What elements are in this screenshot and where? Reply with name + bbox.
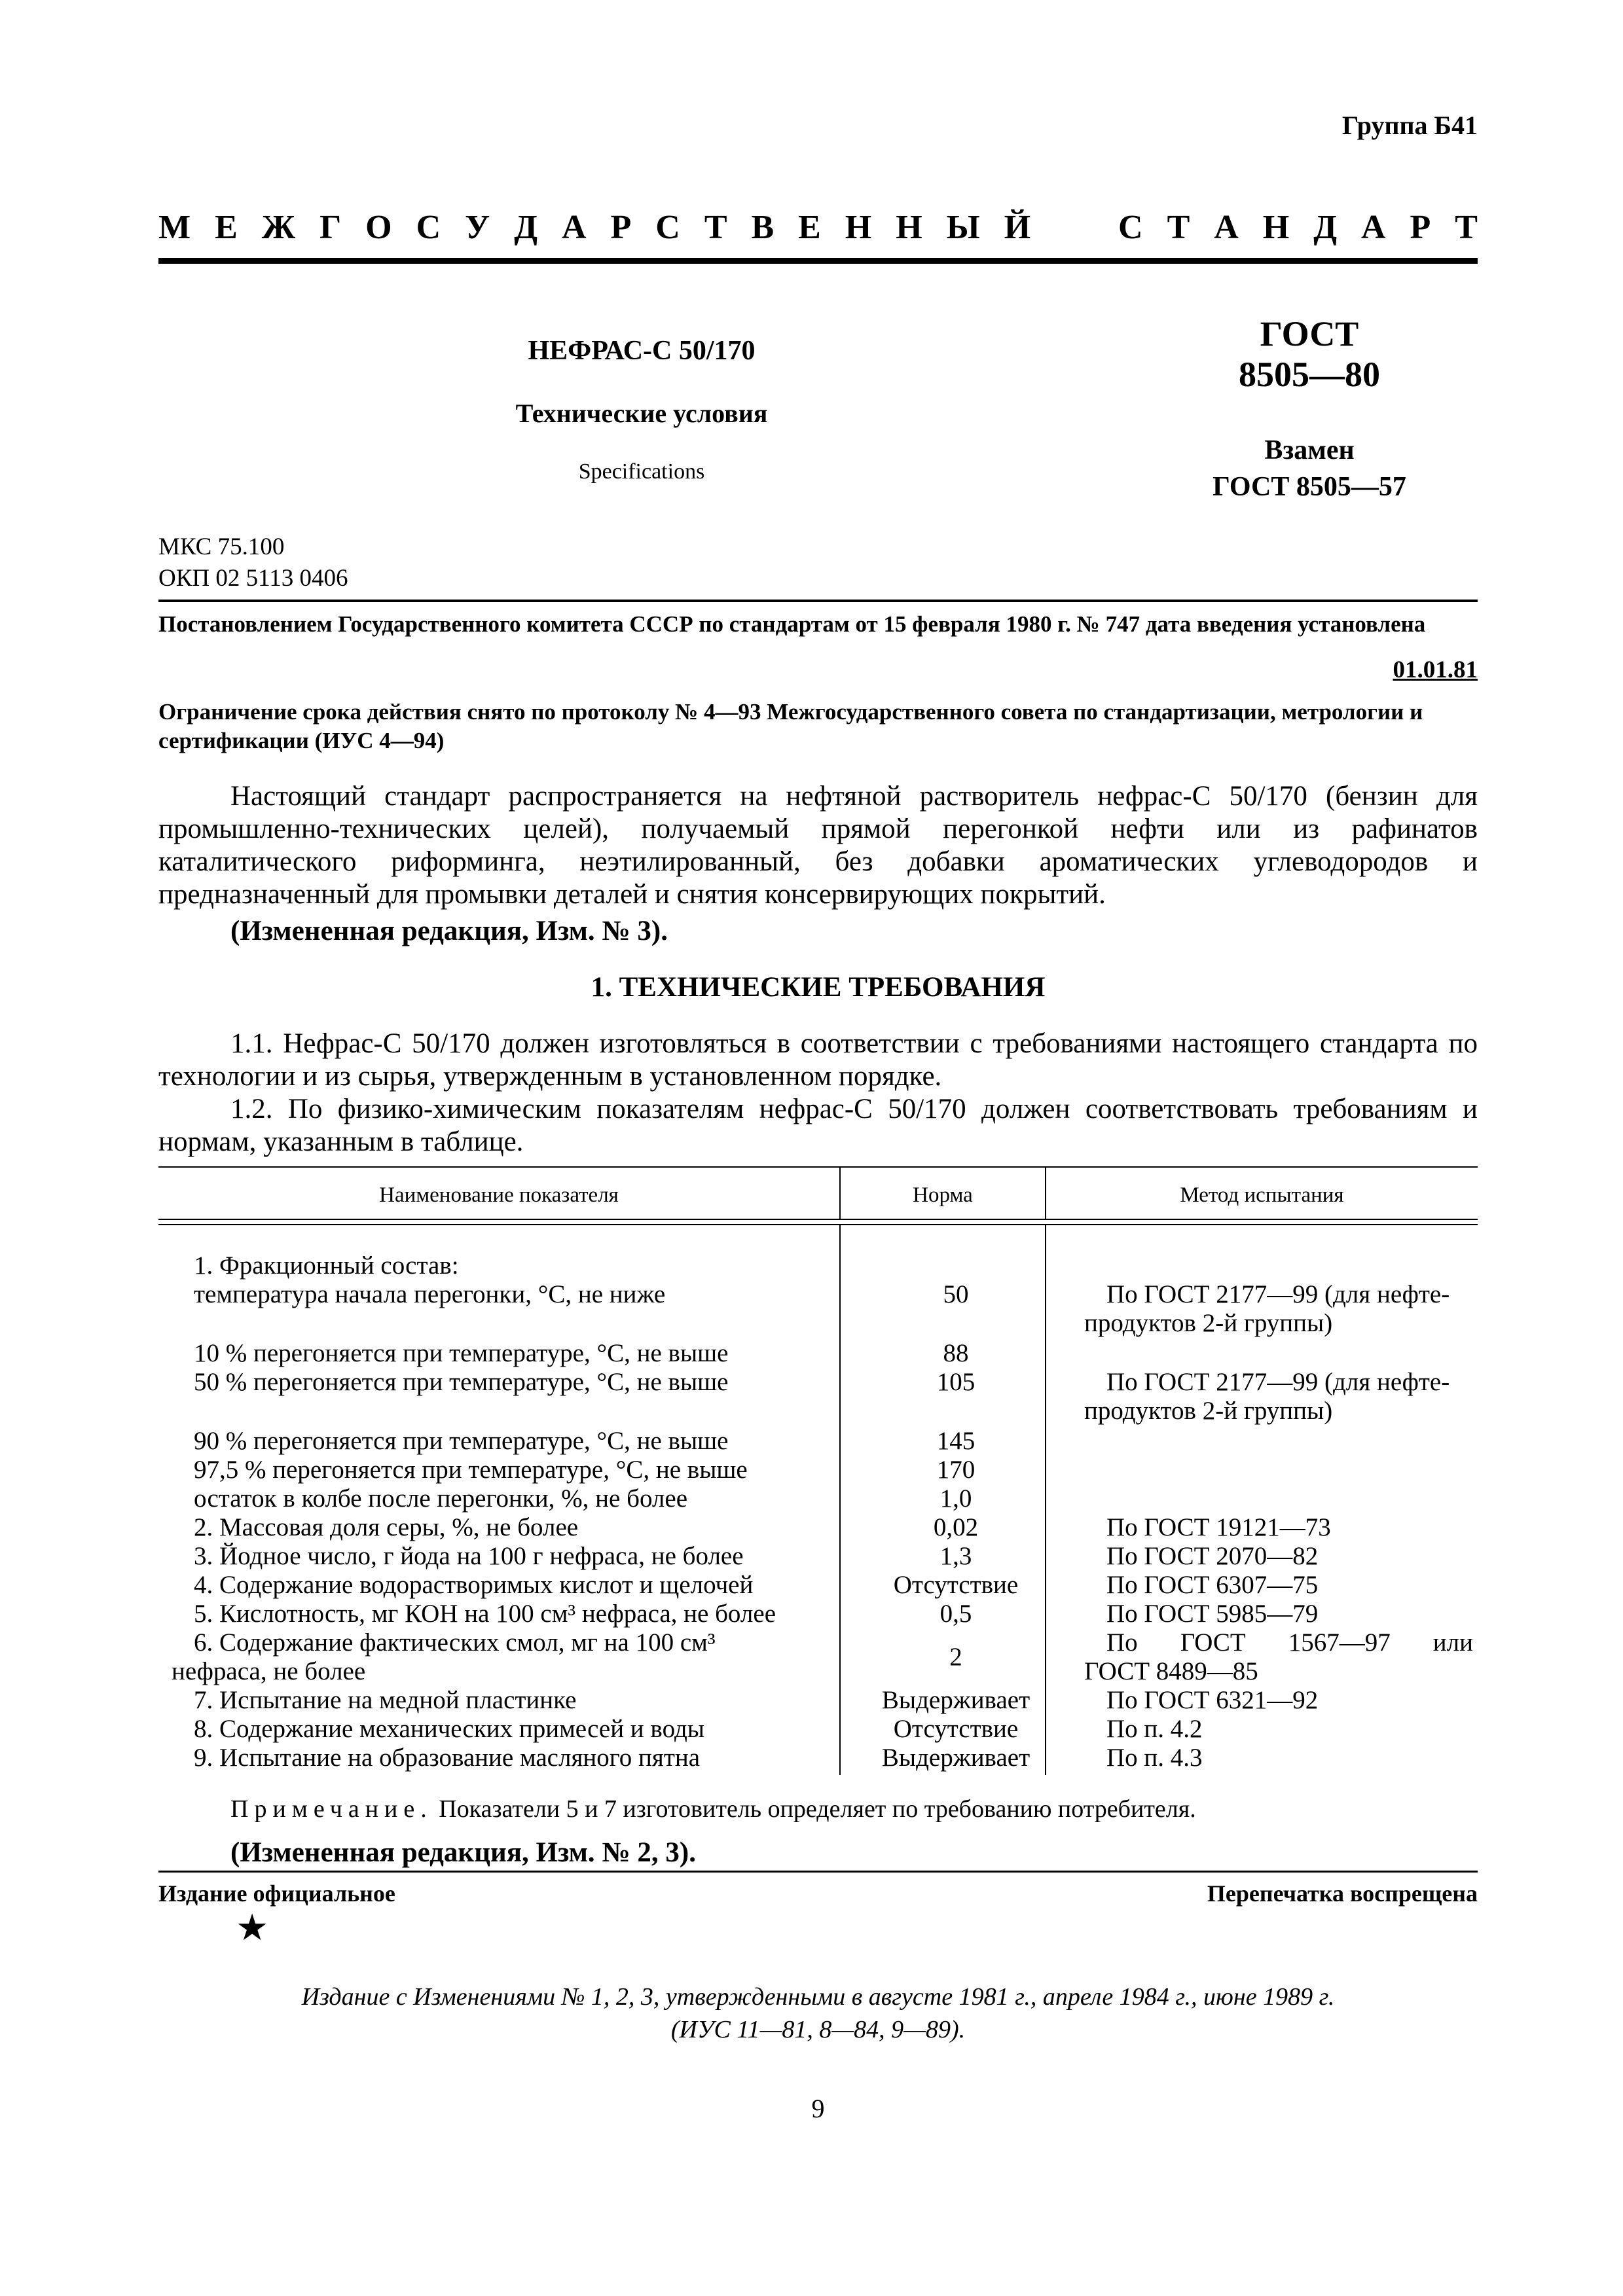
table-cell-indicator: 97,5 % перегоняется при температуре, °С, не выше [194, 1456, 748, 1484]
banner-rule [158, 258, 1478, 264]
table-cell-method: По ГОСТ 5985—79 [1106, 1600, 1319, 1628]
table-cell-norm: 88 [943, 1339, 969, 1367]
banner-letter: Е [798, 209, 821, 246]
section-title: 1. ТЕХНИЧЕСКИЕ ТРЕБОВАНИЯ [591, 972, 1046, 1003]
note-label: Примечание. [230, 1795, 433, 1823]
mks-code: МКС 75.100 [158, 533, 285, 560]
page-number: 9 [811, 2094, 825, 2123]
official-edition: Издание официальное [158, 1880, 395, 1907]
banner-letter: С [416, 209, 441, 246]
table-divider [839, 1225, 841, 1775]
table-header-norm: Норма [913, 1183, 973, 1207]
table-cell-indicator: 1. Фракционный состав: [194, 1251, 459, 1280]
banner-letter: Ы [946, 209, 980, 246]
table-cell-indicator: 50 % перегоняется при температуре, °С, не выше [194, 1368, 729, 1396]
table-cell-indicator: 4. Содержание водорастворимых кислот и щелочей [194, 1571, 754, 1599]
table-cell-indicator: остаток в колбе после перегонки, %, не более [194, 1484, 688, 1513]
table-cell-norm: 1,0 [939, 1484, 972, 1513]
table-cell-indicator: 8. Содержание механических примесей и воды [194, 1715, 704, 1743]
introduction-date: 01.01.81 [1393, 656, 1478, 683]
banner-letter: Р [610, 209, 632, 246]
table-header-indicator: Наименование показателя [379, 1183, 619, 1207]
table-cell-method: По ГОСТ 19121—73 [1106, 1513, 1331, 1541]
group-label: Группа Б41 [1341, 111, 1478, 140]
table-cell-method: По ГОСТ 6321—92 [1106, 1686, 1319, 1714]
table-cell-indicator: температура начала перегонки, °С, не ниже [194, 1280, 666, 1308]
banner-letter: Т [1455, 209, 1478, 246]
codes-rule [158, 600, 1478, 602]
okp-code: ОКП 02 5113 0406 [158, 565, 348, 592]
table-header-border [158, 1219, 1478, 1220]
english-subtitle: Specifications [578, 459, 705, 484]
table-cell-norm: 50 [943, 1280, 969, 1308]
star-icon: ★ [236, 1908, 269, 1948]
banner-letter: Т [1167, 209, 1190, 246]
banner-letter: Г [319, 209, 342, 246]
table-cell-norm: 1,3 [939, 1542, 972, 1570]
edition-line: (ИУС 11—81, 8—84, 9—89). [670, 2016, 966, 2043]
classification-codes [158, 531, 348, 594]
table-header-border [158, 1224, 1478, 1225]
table-cell-norm: Отсутствие [893, 1715, 1019, 1743]
table-cell-indicator: 5. Кислотность, мг КОН на 100 см³ нефраса, не более [194, 1600, 776, 1628]
standard-banner [158, 208, 1478, 247]
table-cell-indicator: 2. Массовая доля серы, %, не более [194, 1513, 579, 1541]
intro-amendment: (Измененная редакция, Изм. № 3). [230, 916, 668, 946]
paragraph-1-1: 1.1. Нефрас-С 50/170 должен изготовляться в соответствии с требованиями настоящего стандарта по технологии и из сырья, утвержденным в установленном порядке. [158, 1028, 1478, 1092]
banner-letter: Р [1410, 209, 1431, 246]
table-cell-norm: Отсутствие [893, 1571, 1019, 1599]
table-cell-indicator: нефраса, не более [172, 1657, 366, 1685]
table-cell-method: По п. 4.2 [1106, 1715, 1203, 1743]
banner-letter: Н [1262, 209, 1290, 246]
table-cell-method: По ГОСТ 6307—75 [1106, 1571, 1319, 1599]
table-cell-method: ГОСТ 8489—85 [1084, 1657, 1258, 1685]
table-cell-method: По ГОСТ 2070—82 [1106, 1542, 1319, 1570]
banner-letter: О [365, 209, 392, 246]
banner-letter: А [562, 209, 587, 246]
edition-note [158, 1981, 1478, 2046]
table-cell-indicator: 10 % перегоняется при температуре, °С, не выше [194, 1339, 729, 1367]
gost-label: ГОСТ [1260, 314, 1359, 353]
table-cell-indicator: 6. Содержание фактических смол, мг на 100 см³ [194, 1628, 716, 1657]
table-cell-indicator: 3. Йодное число, г йода на 100 г нефраса, не более [194, 1542, 744, 1570]
table-cell-method: По ГОСТ 1567—97 или [1106, 1628, 1473, 1657]
banner-letter: Н [845, 209, 872, 246]
table-cell-method: продуктов 2-й группы) [1084, 1309, 1333, 1337]
paragraph-1-2: 1.2. По физико-химическим показателям нефрас-С 50/170 должен соответствовать требованиям и нормам, указанным в таблице. [158, 1094, 1478, 1157]
table-cell-norm: 2 [949, 1643, 962, 1671]
table-top-border [158, 1166, 1478, 1168]
edition-line: Издание с Изменениями № 1, 2, 3, утвержденными в августе 1981 г., апреле 1984 г., июне 1989 г. [301, 1983, 1335, 2011]
banner-letter: Т [704, 209, 727, 246]
banner-letter: Д [1313, 209, 1337, 246]
table-note [230, 1795, 1196, 1823]
footer-rule [158, 1871, 1478, 1873]
banner-letter: С [655, 209, 680, 246]
gost-number: 8505—80 [1239, 355, 1380, 394]
table-cell-norm: Выдерживает [881, 1744, 1030, 1772]
banner-letter: Д [514, 209, 538, 246]
table-divider [1045, 1225, 1046, 1775]
note-text: Показатели 5 и 7 изготовитель определяет по требованию потребителя. [439, 1795, 1196, 1823]
banner-letter: Ж [261, 209, 296, 246]
table-cell-norm: 105 [936, 1368, 976, 1396]
table-cell-indicator: 9. Испытание на образование масляного пятна [194, 1744, 701, 1772]
amendment-note: (Измененная редакция, Изм. № 2, 3). [230, 1837, 696, 1868]
table-cell-indicator: 7. Испытание на медной пластинке [194, 1686, 577, 1714]
banner-letter: А [1214, 209, 1239, 246]
banner-letter: А [1360, 209, 1386, 246]
intro-paragraph: Настоящий стандарт распространяется на нефтяной растворитель нефрас-С 50/170 (бензин для промышленно-технических целей), получаемый прямой перегонкой нефти или из рафинатов каталитического риформинга, неэтилированный, без добавки ароматических углеводородов и предназначенный для промывки деталей и снятия консервирующих покрытий. [158, 781, 1478, 910]
replaces-label: Взамен [1264, 435, 1355, 465]
banner-letter: Е [215, 209, 238, 246]
banner-letter: Й [1004, 209, 1031, 246]
table-cell-method: По ГОСТ 2177—99 (для нефте- [1106, 1368, 1450, 1396]
table-cell-norm: 145 [936, 1427, 976, 1455]
table-cell-norm: 0,5 [939, 1600, 972, 1628]
table-cell-norm: 0,02 [933, 1513, 979, 1541]
banner-letter: М [158, 209, 191, 246]
banner-letter: С [1118, 209, 1143, 246]
limitation-text: Ограничение срока действия снято по протоколу № 4—93 Межгосударственного совета по стандартизации, метрологии и сертификации (ИУС 4—94) [158, 699, 1423, 753]
banner-letter: В [751, 209, 775, 246]
table-header-method: Метод испытания [1180, 1183, 1344, 1207]
reprint-prohibited: Перепечатка воспрещена [1207, 1880, 1478, 1907]
product-title: НЕФРАС-С 50/170 [528, 336, 756, 366]
banner-letter: У [465, 209, 490, 246]
table-cell-norm: 170 [936, 1456, 976, 1484]
table-cell-method: По п. 4.3 [1106, 1744, 1203, 1772]
banner-gap [1055, 208, 1094, 247]
decree-text: Постановлением Государственного комитета СССР по стандартам от 15 февраля 1980 г. № 747 дата введения установлена [158, 611, 1426, 637]
product-subtitle: Технические условия [515, 399, 768, 428]
table-cell-norm: Выдерживает [881, 1686, 1030, 1714]
table-cell-indicator: 90 % перегоняется при температуре, °С, не выше [194, 1427, 729, 1455]
table-cell-method: продуктов 2-й группы) [1084, 1397, 1333, 1425]
banner-letter: Н [896, 209, 922, 246]
table-cell-method: По ГОСТ 2177—99 (для нефте- [1106, 1280, 1450, 1308]
replaces-value: ГОСТ 8505—57 [1213, 472, 1406, 502]
